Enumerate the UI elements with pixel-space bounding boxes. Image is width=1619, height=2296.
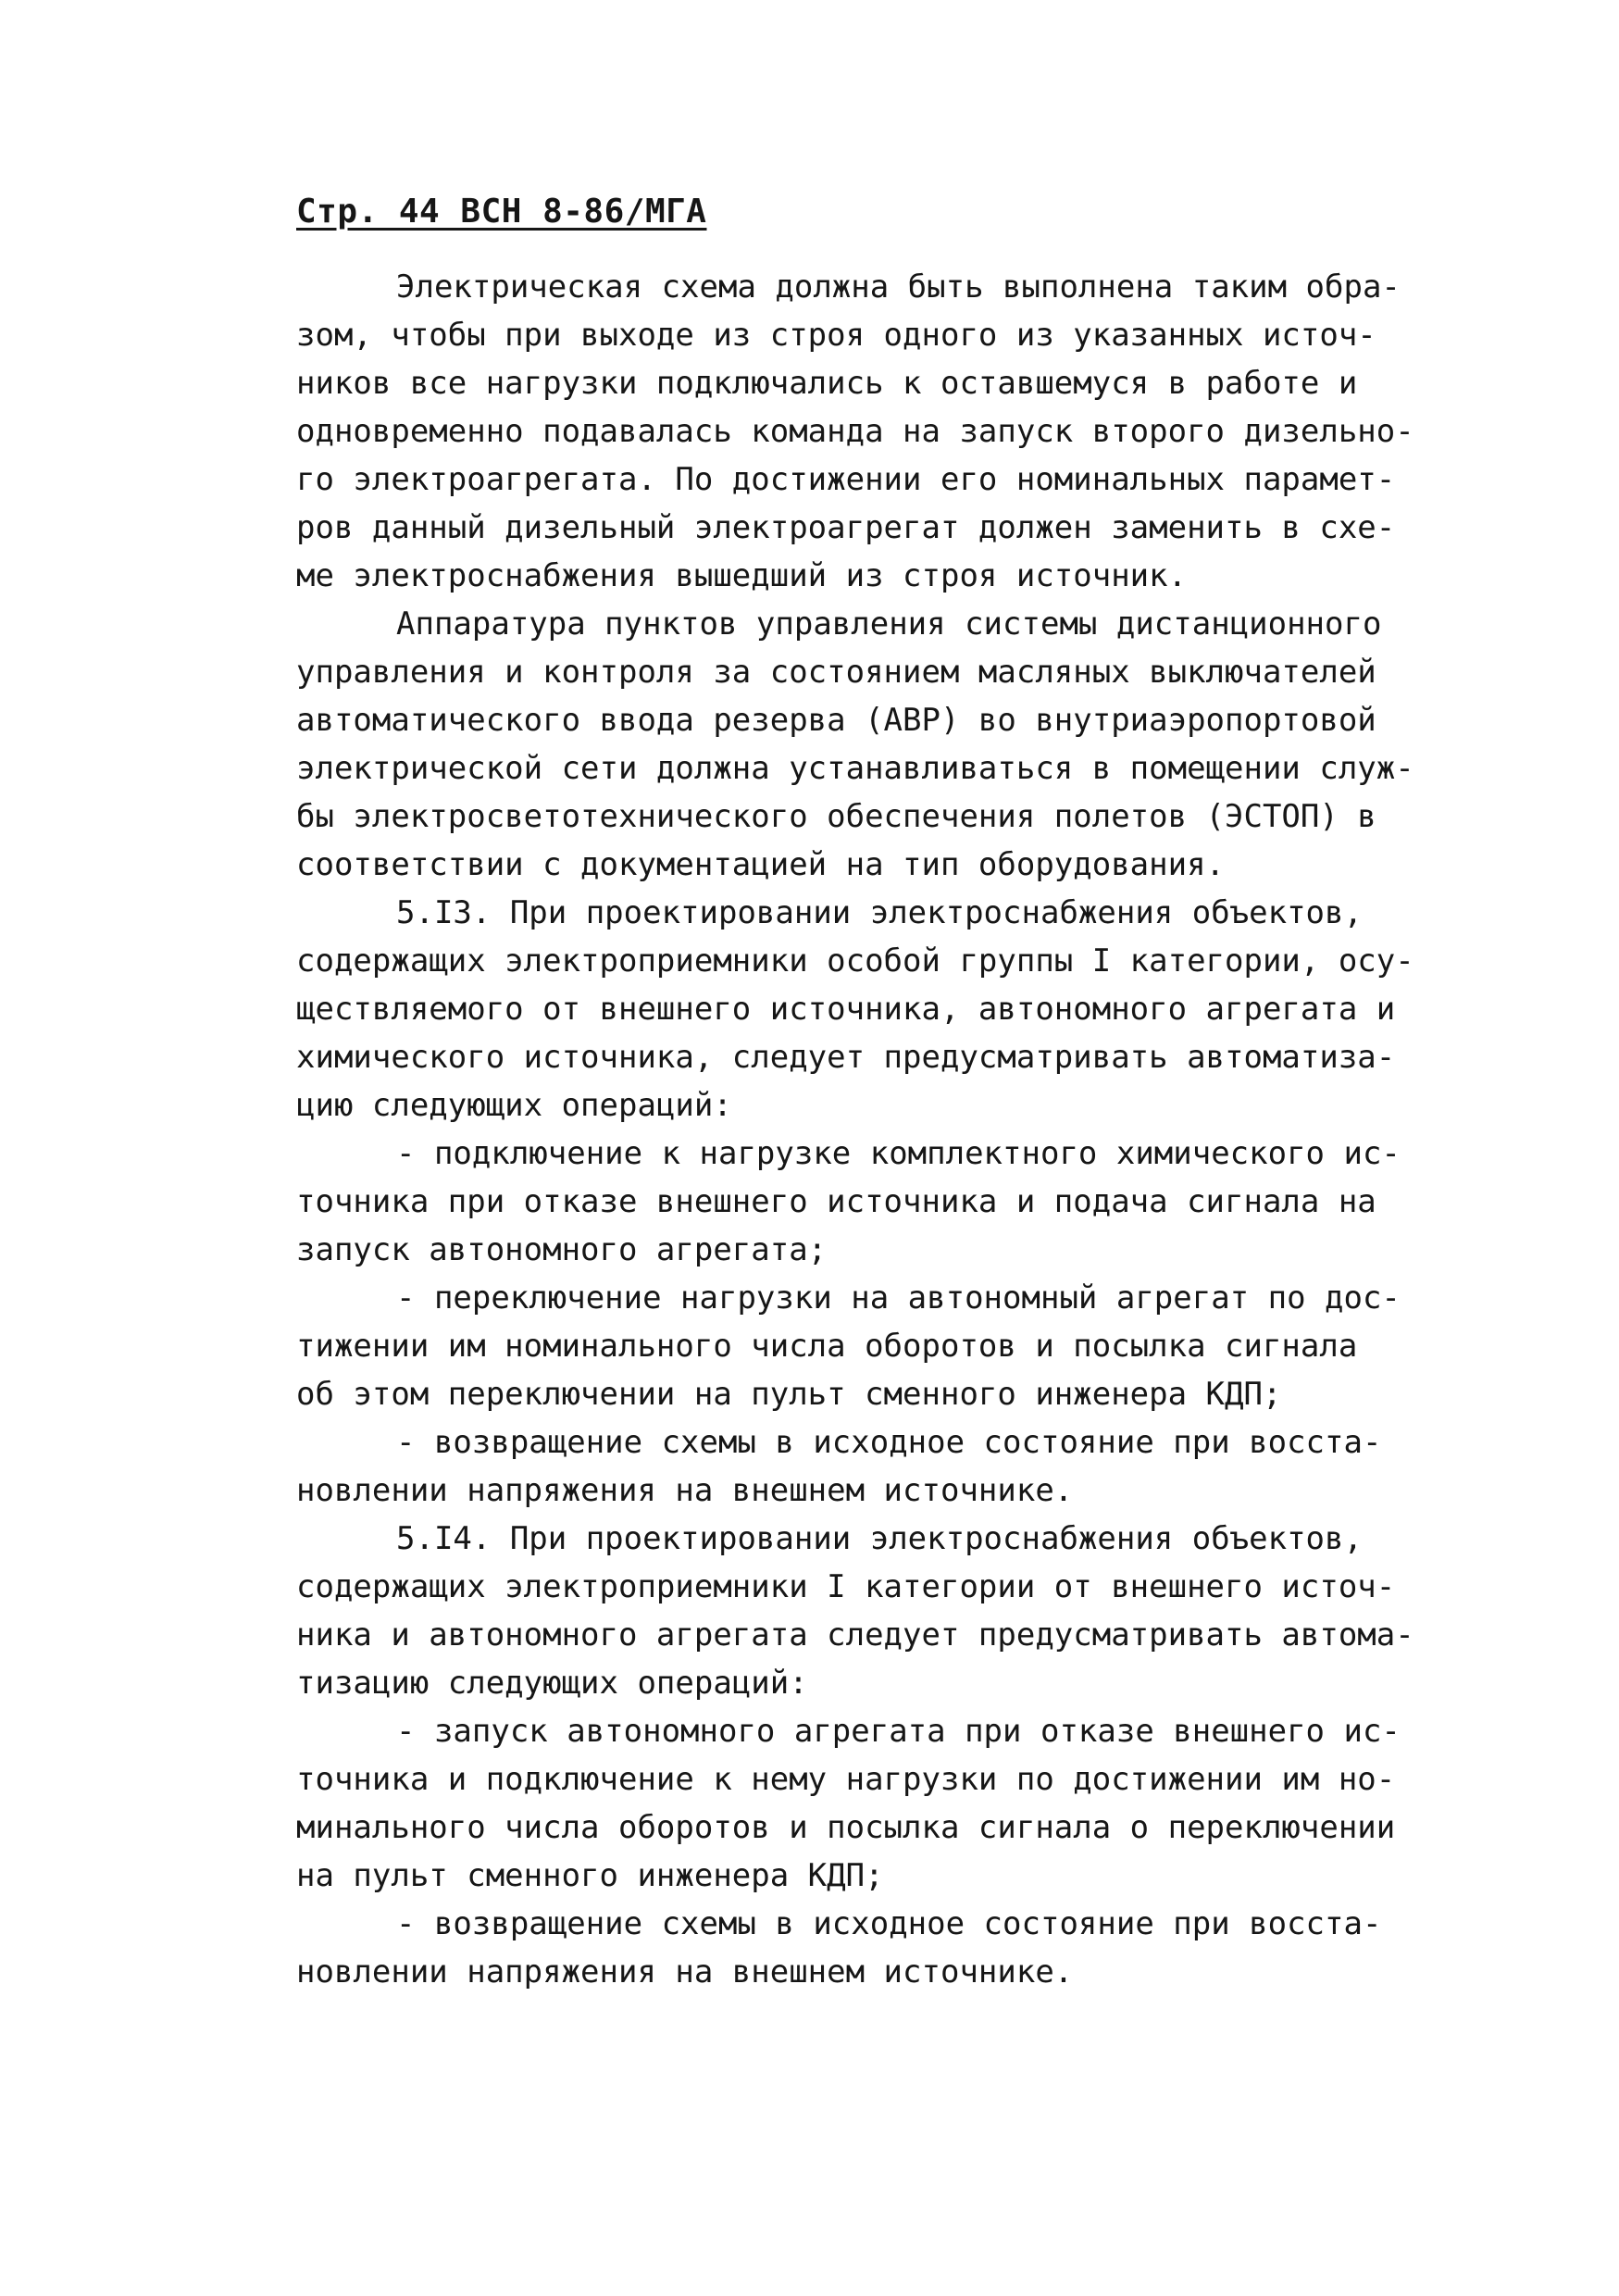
text-line: 5.I3. При проектировании электроснабжения объектов, — [396, 894, 1363, 931]
text-line: электрической сети должна устанавливаться в помещении служ- — [296, 750, 1414, 787]
text-line: тизацию следующих операций: — [296, 1665, 808, 1702]
text-line: содержащих электроприемники I категории от внешнего источ- — [296, 1568, 1396, 1605]
text-line: - возвращение схемы в исходное состояние при восста- — [396, 1424, 1382, 1461]
text-line: одновременно подавалась команда на запуск второго дизельно- — [296, 413, 1414, 450]
text-line: об этом переключении на пульт сменного инженера КДП; — [296, 1376, 1282, 1413]
page-header: Стр. 44 ВСН 8-86/МГА — [296, 193, 707, 231]
text-line: на пульт сменного инженера КДП; — [296, 1857, 884, 1894]
text-line: ществляемого от внешнего источника, автономного агрегата и — [296, 991, 1396, 1028]
text-line: автоматического ввода резерва (АВР) во внутриаэропортовой — [296, 702, 1376, 739]
text-line: ника и автономного агрегата следует предусматривать автома- — [296, 1616, 1414, 1653]
text-line: ров данный дизельный электроагрегат должен заменить в схе- — [296, 509, 1396, 546]
text-line: точника при отказе внешнего источника и подача сигнала на — [296, 1183, 1376, 1220]
document-body — [296, 263, 1444, 1996]
text-line: точника и подключение к нему нагрузки по достижении им но- — [296, 1761, 1396, 1798]
text-line: соответствии с документацией на тип оборудования. — [296, 846, 1226, 883]
text-line: тижении им номинального числа оборотов и посылка сигнала — [296, 1328, 1358, 1365]
text-line: - возвращение схемы в исходное состояние при восста- — [396, 1905, 1382, 1942]
text-line: Электрическая схема должна быть выполнена таким обра- — [396, 268, 1401, 306]
text-line: - запуск автономного агрегата при отказе внешнего ис- — [396, 1713, 1401, 1750]
text-line: го электроагрегата. По достижении его номинальных парамет- — [296, 461, 1396, 498]
text-line: 5.I4. При проектировании электроснабжения объектов, — [396, 1520, 1363, 1557]
text-line: содержащих электроприемники особой группы I категории, осу- — [296, 942, 1414, 980]
text-line: минального числа оборотов и посылка сигнала о переключении — [296, 1809, 1396, 1846]
text-line: - переключение нагрузки на автономный агрегат по дос- — [396, 1279, 1401, 1316]
text-line: управления и контроля за состоянием масляных выключателей — [296, 654, 1376, 691]
text-line: бы электросветотехнического обеспечения полетов (ЭСТОП) в — [296, 798, 1376, 835]
text-line: цию следующих операций: — [296, 1087, 732, 1124]
text-line: химического источника, следует предусматривать автоматиза- — [296, 1039, 1396, 1076]
text-line: новлении напряжения на внешнем источнике. — [296, 1953, 1074, 1990]
text-line: ников все нагрузки подключались к оставшемуся в работе и — [296, 365, 1358, 402]
text-line: ме электроснабжения вышедший из строя источник. — [296, 557, 1188, 594]
text-line: - подключение к нагрузке комплектного химического ис- — [396, 1135, 1401, 1172]
text-line: запуск автономного агрегата; — [296, 1231, 828, 1268]
text-line: зом, чтобы при выходе из строя одного из указанных источ- — [296, 317, 1376, 354]
text-line: Аппаратура пунктов управления системы дистанционного — [396, 605, 1382, 643]
text-line: новлении напряжения на внешнем источнике. — [296, 1472, 1074, 1509]
